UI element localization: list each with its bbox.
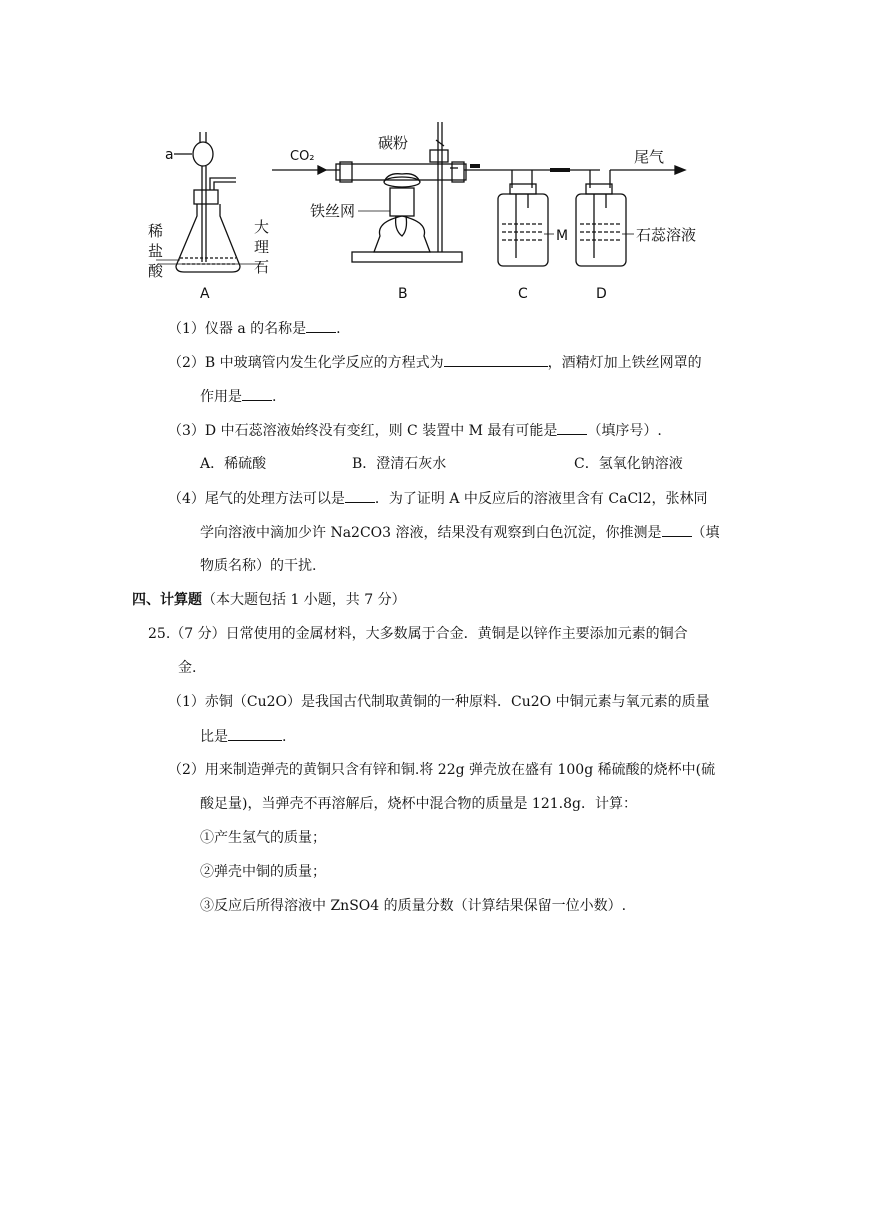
label-A: A xyxy=(200,286,210,302)
section4-title: 四、计算题 xyxy=(132,592,202,608)
q4-line-3 xyxy=(200,556,316,576)
q4-line-2 xyxy=(200,522,720,543)
q2-text-1: （2）B 中玻璃管内发生化学反应的方程式为 xyxy=(168,355,444,371)
apparatus-svg xyxy=(140,112,740,312)
q4-text-2b: （填 xyxy=(691,525,720,541)
apparatus-b xyxy=(272,122,570,262)
label-C: C xyxy=(518,286,528,302)
section4-heading xyxy=(132,590,406,610)
q1-text: （1）仪器 a 的名称是 xyxy=(168,321,307,337)
q4-line-1 xyxy=(168,488,708,509)
q2-line-2 xyxy=(200,386,276,407)
q2-purpose-blank[interactable] xyxy=(242,386,272,401)
label-dilute-hcl-2: 盐 xyxy=(148,242,164,260)
q25-sub-1: ①产生氢气的质量； xyxy=(200,830,326,846)
label-tail-gas: 尾气 xyxy=(634,148,665,166)
q2-equation-blank[interactable] xyxy=(444,352,548,367)
q25-p1-line-1: （1）赤铜（Cu2O）是我国古代制取黄铜的一种原料．Cu2O 中铜元素与氧元素的质量 xyxy=(168,694,710,710)
section4-note: （本大题包括 1 小题，共 7 分） xyxy=(202,592,406,608)
q4-text-1b: ．为了证明 A 中反应后的溶液里含有 CaCl2，张林同 xyxy=(374,491,708,507)
q2-end: . xyxy=(272,389,277,405)
q3-line xyxy=(168,420,662,441)
q4-text-1: （4）尾气的处理方法可以是 xyxy=(168,491,345,507)
q25-sub-3: ③反应后所得溶液中 ZnSO4 的质量分数（计算结果保留一位小数）. xyxy=(200,898,627,914)
q25-sub-2: ②弹壳中铜的质量； xyxy=(200,864,326,880)
q3-blank[interactable] xyxy=(557,420,587,435)
q25-p2-line-1: （2）用来制造弹壳的黄铜只含有锌和铜.将 22g 弹壳放在盛有 100g 稀硫酸的烧杯中(硫 xyxy=(168,762,716,778)
label-M: M xyxy=(556,228,569,244)
apparatus-d xyxy=(560,166,685,266)
label-marble-1: 大 xyxy=(254,218,270,236)
q3-end: （填序号）. xyxy=(587,423,662,439)
q25-p1-end: . xyxy=(282,729,287,745)
label-B: B xyxy=(398,286,408,302)
q1-blank[interactable] xyxy=(306,318,336,333)
q2-text-1b: ，酒精灯加上铁丝网罩的 xyxy=(547,355,702,371)
label-litmus: 石蕊溶液 xyxy=(636,226,697,244)
q25-line-1: 25.（7 分）日常使用的金属材料，大多数属于合金．黄铜是以锌作主要添加元素的铜合 xyxy=(148,626,688,642)
label-iron-mesh: 铁丝网 xyxy=(310,202,356,220)
apparatus-c xyxy=(498,170,560,266)
q3-text: （3）D 中石蕊溶液始终没有变红，则 C 装置中 M 最有可能是 xyxy=(168,423,558,439)
q1-line xyxy=(168,318,341,339)
q3-option-a[interactable]: A．稀硫酸 xyxy=(200,456,267,472)
label-marble-3: 石 xyxy=(254,258,270,276)
q2-text-2: 作用是 xyxy=(200,389,242,405)
q3-option-b[interactable]: B．澄清石灰水 xyxy=(352,456,447,472)
q3-option-c[interactable]: C．氢氧化钠溶液 xyxy=(574,456,683,472)
q1-end: . xyxy=(336,321,341,337)
q25-p1-text: 比是 xyxy=(200,729,228,745)
q25-ratio-blank[interactable] xyxy=(228,726,282,741)
label-dilute-hcl-3: 酸 xyxy=(148,262,164,280)
q2-line-1 xyxy=(168,352,702,373)
q25-p2-line-2: 酸足量)，当弹壳不再溶解后，烧杯中混合物的质量是 121.8g．计算： xyxy=(200,796,637,812)
q25-line-2: 金. xyxy=(178,660,197,676)
apparatus-diagram xyxy=(140,112,740,312)
label-dilute-hcl-1: 稀 xyxy=(148,222,164,240)
label-co2: CO₂ xyxy=(290,149,315,164)
label-carbon-powder: 碳粉 xyxy=(378,134,409,152)
q25-p1-line-2 xyxy=(200,726,286,747)
label-a: a xyxy=(165,147,174,163)
q4-substance-blank[interactable] xyxy=(662,522,692,537)
q4-method-blank[interactable] xyxy=(345,488,375,503)
q4-text-3: 物质名称）的干扰. xyxy=(200,558,317,574)
label-marble-2: 理 xyxy=(254,238,270,256)
label-D: D xyxy=(596,286,607,302)
q4-text-2: 学向溶液中滴加少许 Na2CO3 溶液，结果没有观察到白色沉淀，你推测是 xyxy=(200,525,662,541)
